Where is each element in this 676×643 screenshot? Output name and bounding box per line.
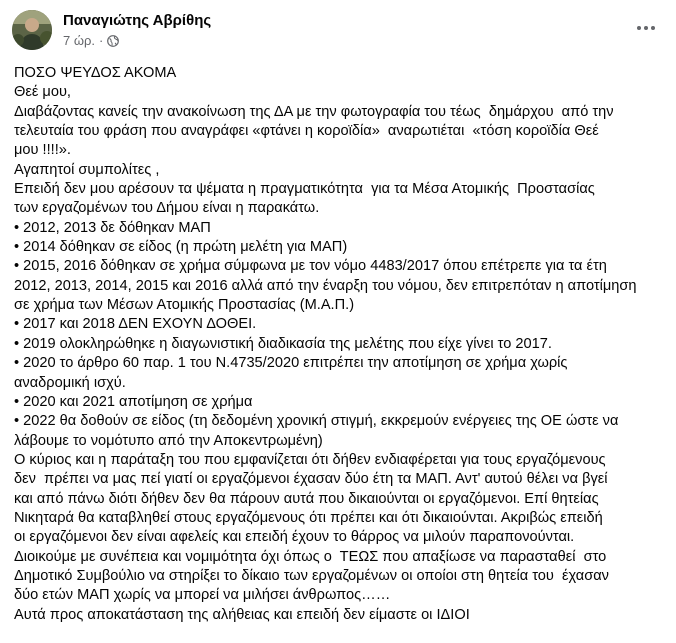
- post-text-line: 2012, 2013, 2014, 2015 και 2016 αλλά από την έναρξη του νόμου, δεν επιτρεπόταν η αποτίμηση: [14, 277, 637, 294]
- post-text-line: οι εργαζόμενοι δεν είναι αφελείς και επειδή έχουν το θάρρος να μιλούν παραπονούνται.: [14, 529, 575, 546]
- post-text-line: σε χρήμα των Μέσων Ατομικής Προστασίας (Μ.Α.Π.): [14, 297, 355, 314]
- meta-separator: ·: [99, 33, 104, 48]
- author-avatar[interactable]: [12, 10, 52, 50]
- post-text-line: των εργαζομένων του Δήμου είναι η παρακάτω.: [14, 200, 320, 217]
- post-text-line: αναδρομική ισχύ.: [14, 374, 126, 391]
- post-text-line: και από πάνω διότι δήθεν δεν θα πάρουν αυτά που δικαιούνται οι εργαζόμενοι. Επί θητείας: [14, 490, 599, 507]
- post-text-line: Αυτά προς αποκατάσταση της αλήθειας και επειδή δεν είμαστε οι ΙΔΙΟΙ: [14, 606, 470, 623]
- post-text-line: Νικηταρά θα καταβληθεί στους εργαζόμενους ότι πρέπει και ότι δικαιούνται. Ακριβώς επειδή: [14, 509, 603, 526]
- avatar-photo: [12, 10, 52, 50]
- post-text-line: δεν πρέπει να μας πεί γιατί οι εργαζόμενοι έχασαν δύο έτη τα ΜΑΠ. Αντ' αυτού θέλει να βγεί: [14, 471, 608, 488]
- post-meta: [63, 33, 119, 48]
- post-timestamp[interactable]: 7 ώρ.: [63, 33, 95, 48]
- post-text-line: τελευταία του φράση που αναγράφει «φτάνει η κοροϊδία» αναρωτιέται «τόση κοροϊδία Θεέ: [14, 123, 599, 140]
- post-text-line: • 2017 και 2018 ΔΕΝ ΕΧΟΥΝ ΔΟΘΕΙ.: [14, 316, 257, 333]
- post-text-line: Αγαπητοί συμπολίτες ,: [14, 161, 160, 178]
- post-text-line: μου !!!!».: [14, 142, 71, 159]
- post-text-line: δύο ετών ΜΑΠ χωρίς να μπορεί να μιλήσει άνθρωπος……: [14, 587, 391, 604]
- author-name[interactable]: Παναγιώτης Αβρίθης: [63, 12, 212, 29]
- post-text-line: ΠΟΣΟ ΨΕΥΔΟΣ ΑΚΟΜΑ: [14, 65, 177, 81]
- post-text-line: Θεέ μου,: [14, 84, 71, 101]
- post-text-line: Δημοτικό Συμβούλιο να στηρίξει το δίκαιο των εργαζομένων οι οποίοι στη θητεία του έχασαν: [14, 567, 609, 584]
- post-text-line: • 2020 το άρθρο 60 παρ. 1 του Ν.4735/2020 επιτρέπει την αποτίμηση σε χρήμα χωρίς: [14, 355, 568, 372]
- post-text-line: Επειδή δεν μου αρέσουν τα ψέματα η πραγματικότητα για τα Μέσα Ατομικής Προστασίας: [14, 181, 595, 198]
- post-text-line: λάβουμε το νομότυπο από την Αποκεντρωμένη): [14, 432, 323, 449]
- more-options-icon[interactable]: [628, 14, 664, 42]
- post-text-line: • 2019 ολοκληρώθηκε η διαγωνιστική διαδικασία της μελέτης που είχε γίνει το 2017.: [14, 335, 552, 352]
- post-text-line: Ο κύριος και η παράταξη του που εμφανίζεται ότι δήθεν ενδιαφέρεται για τους εργαζόμενους: [14, 451, 606, 468]
- post-text-line: • 2015, 2016 δόθηκαν σε χρήμα σύμφωνα με τον νόμο 4483/2017 όπου επέτρεπε για τα έτη: [14, 258, 607, 275]
- post-header: [12, 10, 664, 54]
- globe-icon: [107, 35, 119, 47]
- post-body: [14, 64, 666, 625]
- post-text-line: Διαβάζοντας κανείς την ανακοίνωση της ΔΑ με την φωτογραφία του τέως δημάρχου από την: [14, 103, 614, 120]
- post-text-line: • 2012, 2013 δε δόθηκαν ΜΑΠ: [14, 219, 211, 236]
- post-text-line: • 2020 και 2021 αποτίμηση σε χρήμα: [14, 393, 253, 410]
- post-text-line: Διοικούμε με συνέπεια και νομιμότητα όχι όπως ο ΤΕΩΣ που απαξίωσε να παρασταθεί στο: [14, 548, 607, 565]
- post-text-line: • 2022 θα δοθούν σε είδος (τη δεδομένη χρονική στιγμή, εκκρεμούν ενέργειες της ΟΕ ώστε να: [14, 413, 619, 430]
- post-text-line: • 2014 δόθηκαν σε είδος (η πρώτη μελέτη για ΜΑΠ): [14, 239, 348, 256]
